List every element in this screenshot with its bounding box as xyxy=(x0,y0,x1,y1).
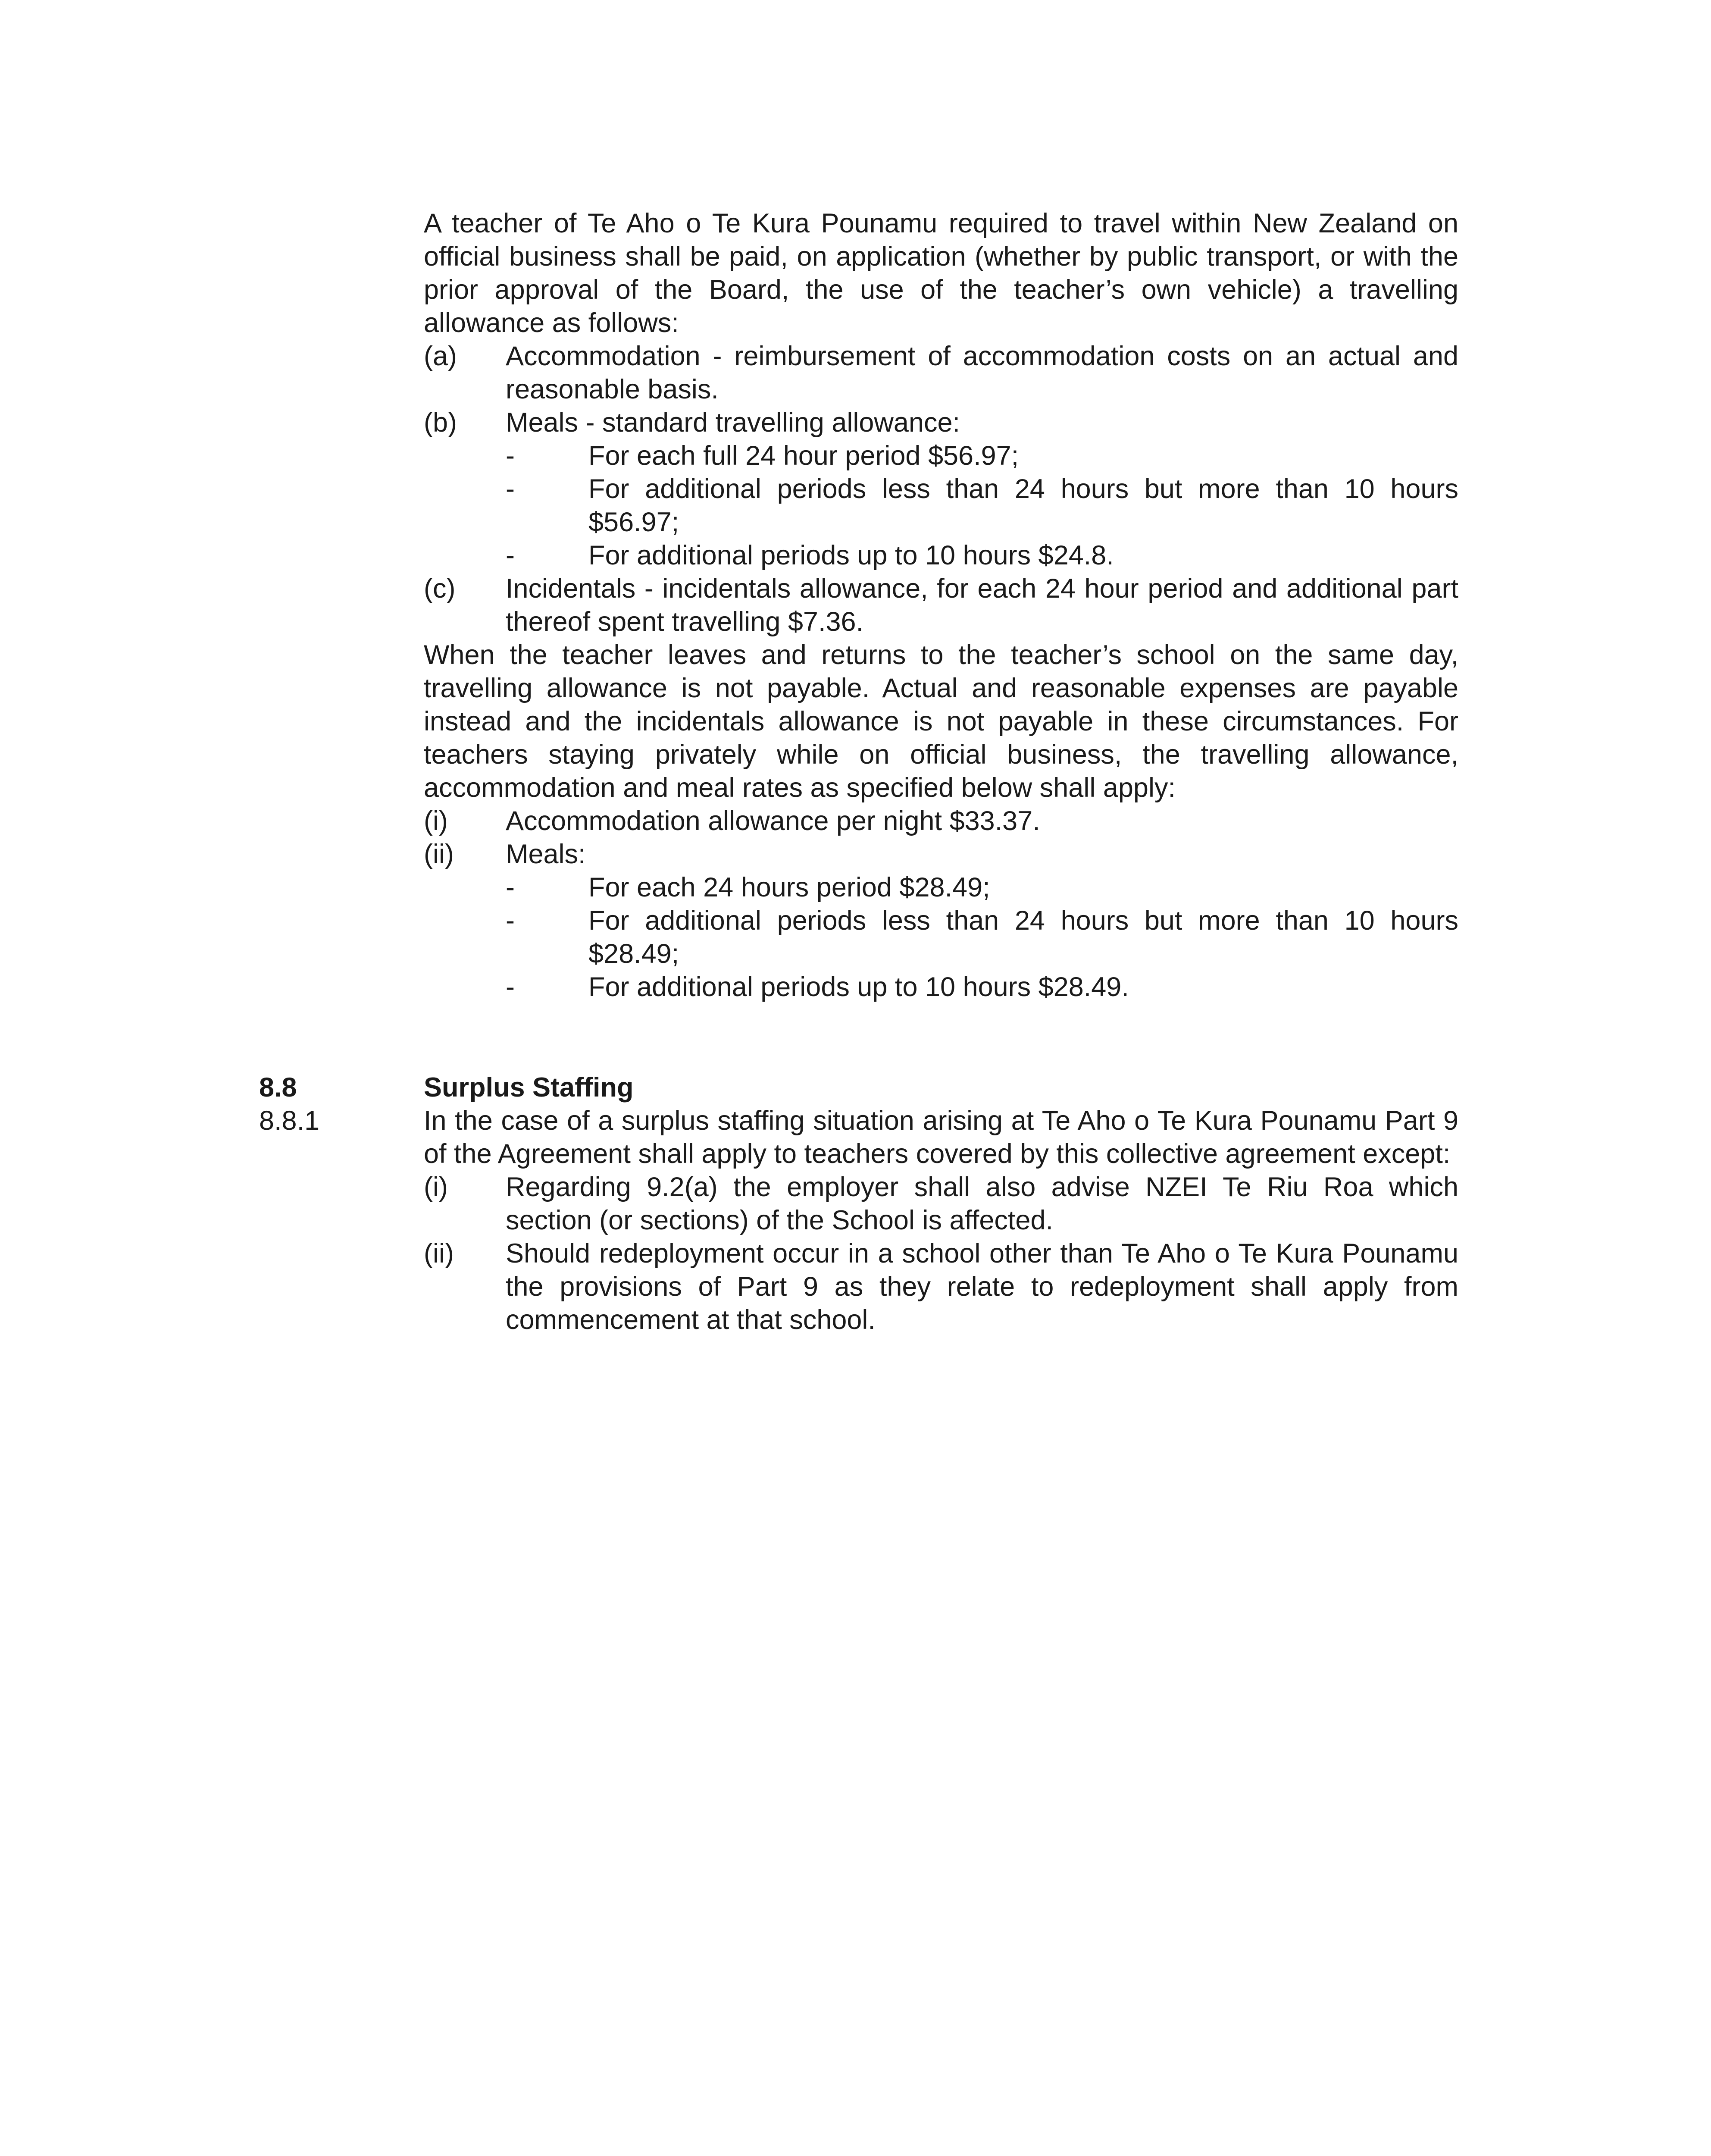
list-marker: (c) xyxy=(424,573,456,604)
sub-list-item-text: For additional periods up to 10 hours $28.49. xyxy=(588,972,1129,1002)
surplus-staffing-section xyxy=(259,1071,1458,1337)
sub-list-item xyxy=(424,971,1458,1004)
list-item-text: Accommodation - reimbursement of accommodation costs on an actual and reasonable basis. xyxy=(506,341,1458,404)
section-number: 8.8 xyxy=(259,1072,297,1103)
dash-marker: - xyxy=(506,540,515,570)
sub-list-item-text: For each 24 hours period $28.49; xyxy=(588,872,990,903)
list-marker: (a) xyxy=(424,341,457,371)
sub-list-item-text: For additional periods less than 24 hours but more than 10 hours $28.49; xyxy=(588,906,1458,969)
list-marker: (ii) xyxy=(424,839,454,869)
sub-list-item-text: For additional periods less than 24 hours but more than 10 hours $56.97; xyxy=(588,474,1458,537)
list-item xyxy=(424,805,1458,838)
list-item-text: Incidentals - incidentals allowance, for each 24 hour period and additional part thereof spent travelling $7.36. xyxy=(506,573,1458,637)
section-heading xyxy=(259,1071,1458,1104)
sub-list-item xyxy=(424,904,1458,971)
list-item xyxy=(424,406,1458,439)
list-item-text: Should redeployment occur in a school other than Te Aho o Te Kura Pounamu the provisions of Part 9 as they relate to redeployment shall apply from commencement at that school. xyxy=(506,1238,1458,1335)
list-item xyxy=(424,1171,1458,1237)
dash-marker: - xyxy=(506,441,515,471)
list-marker: (b) xyxy=(424,407,457,438)
list-marker: (ii) xyxy=(424,1238,454,1269)
sub-list-item xyxy=(424,539,1458,572)
dash-marker: - xyxy=(506,474,515,504)
same-day-paragraph: When the teacher leaves and returns to the teacher’s school on the same day, travelling allowance is not payable. Actual and reasonable expenses are payable instead and the incidentals allowance is not payable in these circumstances. For teachers staying privately while on official business, the travelling allowance, accommodation and meal rates as specified below shall apply: xyxy=(424,640,1458,803)
sub-list-item xyxy=(424,439,1458,473)
list-marker: (i) xyxy=(424,1172,448,1202)
dash-marker: - xyxy=(506,972,515,1002)
dash-marker: - xyxy=(506,906,515,936)
list-item xyxy=(424,838,1458,871)
list-item xyxy=(424,340,1458,406)
sub-list-item-text: For additional periods up to 10 hours $24.8. xyxy=(588,540,1114,570)
travel-intro-paragraph: A teacher of Te Aho o Te Kura Pounamu required to travel within New Zealand on official business shall be paid, on application (whether by public transport, or with the prior approval of the Board, the use of the teacher’s own vehicle) a travelling allowance as follows: xyxy=(424,208,1458,338)
list-item xyxy=(424,1237,1458,1337)
dash-marker: - xyxy=(506,872,515,903)
list-item-text: Meals: xyxy=(506,839,586,869)
clause xyxy=(259,1104,1458,1171)
sub-list-item xyxy=(424,871,1458,904)
travelling-allowance-block xyxy=(424,207,1458,1004)
list-item-text: Regarding 9.2(a) the employer shall also advise NZEI Te Riu Roa which section (or sections) of the School is affected. xyxy=(506,1172,1458,1235)
sub-list-item xyxy=(424,473,1458,539)
section-title: Surplus Staffing xyxy=(424,1072,634,1103)
list-item xyxy=(424,572,1458,639)
list-item-text: Meals - standard travelling allowance: xyxy=(506,407,960,438)
clause-text: In the case of a surplus staffing situation arising at Te Aho o Te Kura Pounamu Part 9 of the Agreement shall apply to teachers covered by this collective agreement except: xyxy=(424,1106,1458,1169)
list-marker: (i) xyxy=(424,806,448,836)
sub-list-item-text: For each full 24 hour period $56.97; xyxy=(588,441,1019,471)
list-item-text: Accommodation allowance per night $33.37. xyxy=(506,806,1040,836)
clause-list xyxy=(424,1171,1458,1337)
clause-number: 8.8.1 xyxy=(259,1106,320,1136)
